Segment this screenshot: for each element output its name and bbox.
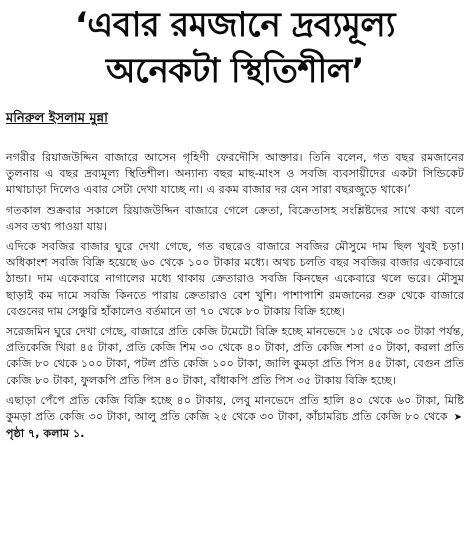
headline	[0, 2, 470, 94]
continuation-reference: পৃষ্ঠা ৭, কলাম ১.	[6, 427, 85, 441]
paragraph: সরেজমিন ঘুরে দেখা গেছে, বাজারে প্রতি কেজি টমেটো বিক্রি হচ্ছে মানভেদে ১৫ থেকে ৩০ টাকা পর্যন্ত, প্রতিকেজি খিরা ৪৫ টাকা, প্রতি কেজি শিম ৩০ থেকে ৪০ টাকা, প্রতি কেজি শসা ৫০ টাকা, করলা প্রতি কেজি ৮০ থেকে ১০০ টাকা, পটল প্রতি কেজি ১০০ টাকা, জালি কুমড়া প্রতি পিস ৪৫ টাকা, বেগুন প্রতি কেজি ৮০ টাকা, ফুলকপি প্রতি পিস ৪০ টাকা, বাঁধাকপি প্রতি পিস ৩৫ টাকায় বিক্রি হচ্ছে।	[6, 325, 464, 387]
byline: মনিরুল ইসলাম মুন্না	[6, 111, 108, 126]
headline-line-2: অনেকটা স্থিতিশীল’	[106, 51, 364, 91]
paragraph-last-text: এছাড়া পেঁপে প্রতি কেজি বিক্রি হচ্ছে ৪০ টাকায়, লেবু মানভেদে প্রতি হালি ৪০ থেকে ৬০ টাকা, মিষ্টি কুমড়া প্রতি কেজি ৩০ টাকা, আলু প্রতি কেজি ২৫ থেকে ৩০ টাকা, কাঁচামরিচ প্রতি কেজি ৮০ থেকে	[6, 393, 464, 424]
paragraph-last	[6, 393, 464, 443]
paragraph: নগরীর রিয়াজউদ্দিন বাজারে আসেন গৃহিণী ফেরদৌসি আক্তার। তিনি বলেন, গত বছর রমজানের তুলনায় এ বছর দ্রব্যমূল্য স্থিতিশীল। অন্যান্য বছর মাছ-মাংস ও সবজি ব্যবসায়ীদের একটা সিন্ডিকেট মাথাচাড়া দিলেও এবার সেটা দেখা যাচ্ছে না। এ রকম বাজার দর যেন সারা বছরজুড়ে থাকে।’	[6, 151, 464, 197]
paragraph: গতকাল শুক্রবার সকালে রিয়াজউদ্দিন বাজারে গেলে ক্রেতা, বিক্রেতাসহ সংশ্লিষ্টদের সাথে কথা বলে এসব তথ্য পাওয়া যায়।	[6, 203, 464, 233]
article-body	[6, 150, 464, 446]
headline-line-1: ‘এবার রমজানে দ্রব্যমূল্য	[74, 5, 396, 45]
paragraph: এদিকে সবজির বাজার ঘুরে দেখা গেছে, গত বছরেও বাজারে সবজির মৌসুমে দাম ছিল খুবই চড়া। অধিকাংশ সবজি বিক্রি হয়েছে ৬০ থেকে ১০০ টাকার মধ্যে। অথচ চলতি বছর সবজির বাজার একেবারে ঠান্ডা। দাম একেবারে নাগালের মধ্যে থাকায় ক্রেতারাও সবজি কিনছেন একেবারে থলে ভরে। মৌসুম ছাড়াই কম দামে সবজি কিনতে পারায় ক্রেতারাও বেশ খুশি। পাশাপাশি রমজানের শুরু থেকে বাজারে বেগুনের দাম সেঞ্চুরি হাঁকালেও বর্তমানে তা ৭০ থেকে ৮০ টাকায় বিক্রি হচ্ছে।	[6, 240, 464, 318]
continue-arrow-icon: ➤	[453, 412, 462, 424]
